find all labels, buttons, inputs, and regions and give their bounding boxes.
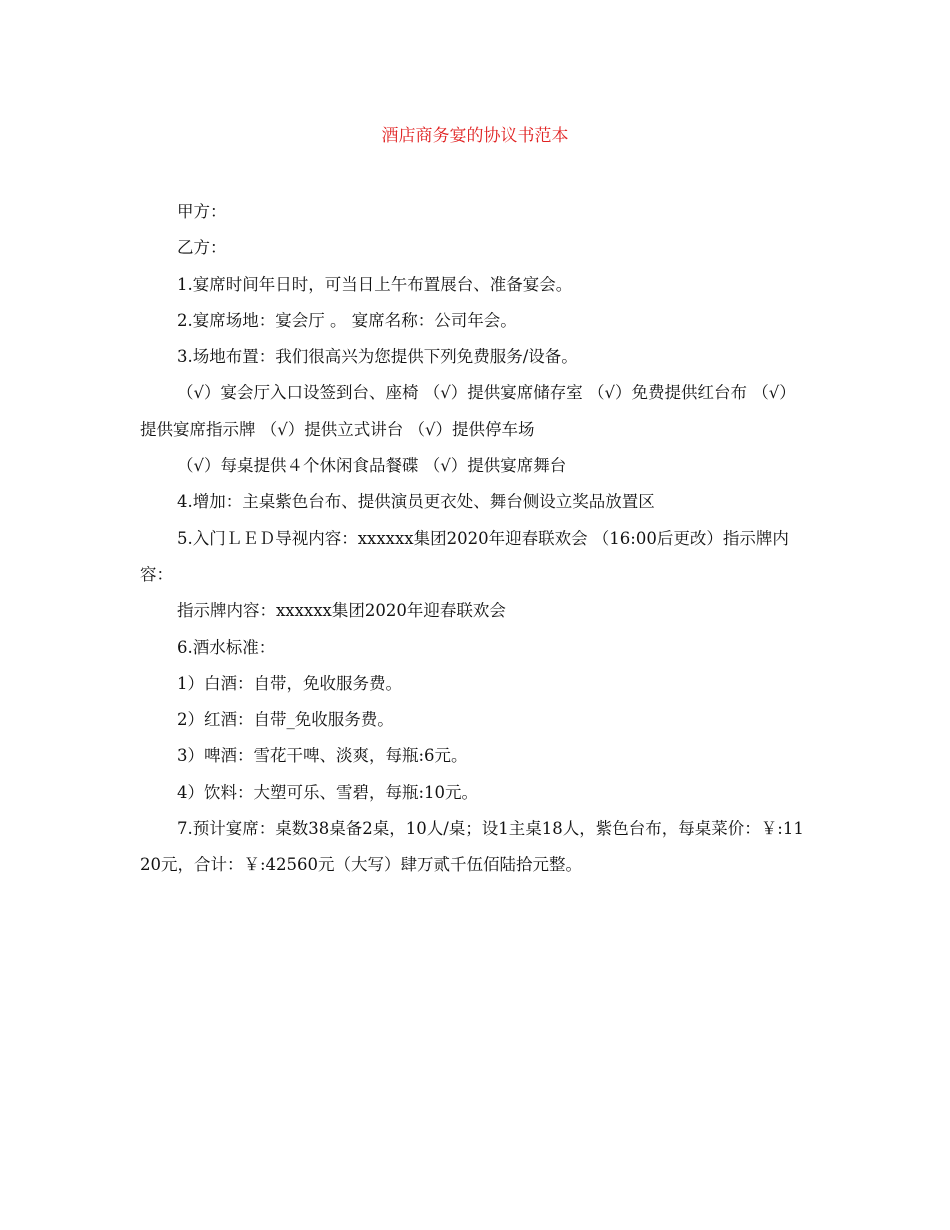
party-a-line: 甲方： [177, 202, 227, 221]
banquet-venue-clause: 2.宴席场地：宴会厅 。 宴席名称：公司年会。 [177, 310, 517, 330]
beverage-item-beer: 3）啤酒：雪花干啤、淡爽，每瓶:6元。 [177, 746, 468, 766]
free-services-list-2: （√）每桌提供４个休闲食品餐碟 （√）提供宴席舞台 [177, 456, 567, 476]
signboard-content-line: 指示牌内容：xxxxxx集团2020年迎春联欢会 [177, 601, 506, 621]
led-display-clause: 5.入门ＬＥＤ导视内容：xxxxxx集团2020年迎春联欢会 （16:00后更改）指示牌内容： [140, 528, 789, 584]
venue-setup-clause: 3.场地布置：我们很高兴为您提供下列免费服务/设备。 [177, 347, 578, 367]
beverage-item-soft-drinks: 4）饮料：大塑可乐、雪碧，每瓶:10元。 [177, 782, 479, 802]
document-title: 酒店商务宴的协议书范本 [381, 126, 569, 146]
free-services-list-1: （√）宴会厅入口设签到台、座椅 （√）提供宴席储存室 （√）免费提供红台布 （√）提供宴席指示牌 （√）提供立式讲台 （√）提供停车场 [140, 383, 796, 439]
document-body [140, 194, 808, 884]
beverage-item-liquor: 1）白酒：自带，免收服务费。 [177, 673, 402, 693]
banquet-time-clause: 1.宴席时间年日时，可当日上午布置展台、准备宴会。 [177, 274, 573, 294]
party-b-line: 乙方： [177, 238, 227, 258]
additions-clause: 4.增加：主桌紫色台布、提供演员更衣处、舞台侧设立奖品放置区 [177, 492, 655, 512]
estimated-banquet-clause: 7.预计宴席：桌数38桌备2桌，10人/桌；设1主桌18人，紫色台布，每桌菜价：￥:1120元，合计：￥:42560元（大写）肆万贰千伍佰陆拾元整。 [140, 819, 804, 875]
beverage-item-wine: 2）红酒：自带_免收服务费。 [177, 710, 394, 730]
beverage-standard-heading: 6.酒水标准： [177, 637, 276, 657]
